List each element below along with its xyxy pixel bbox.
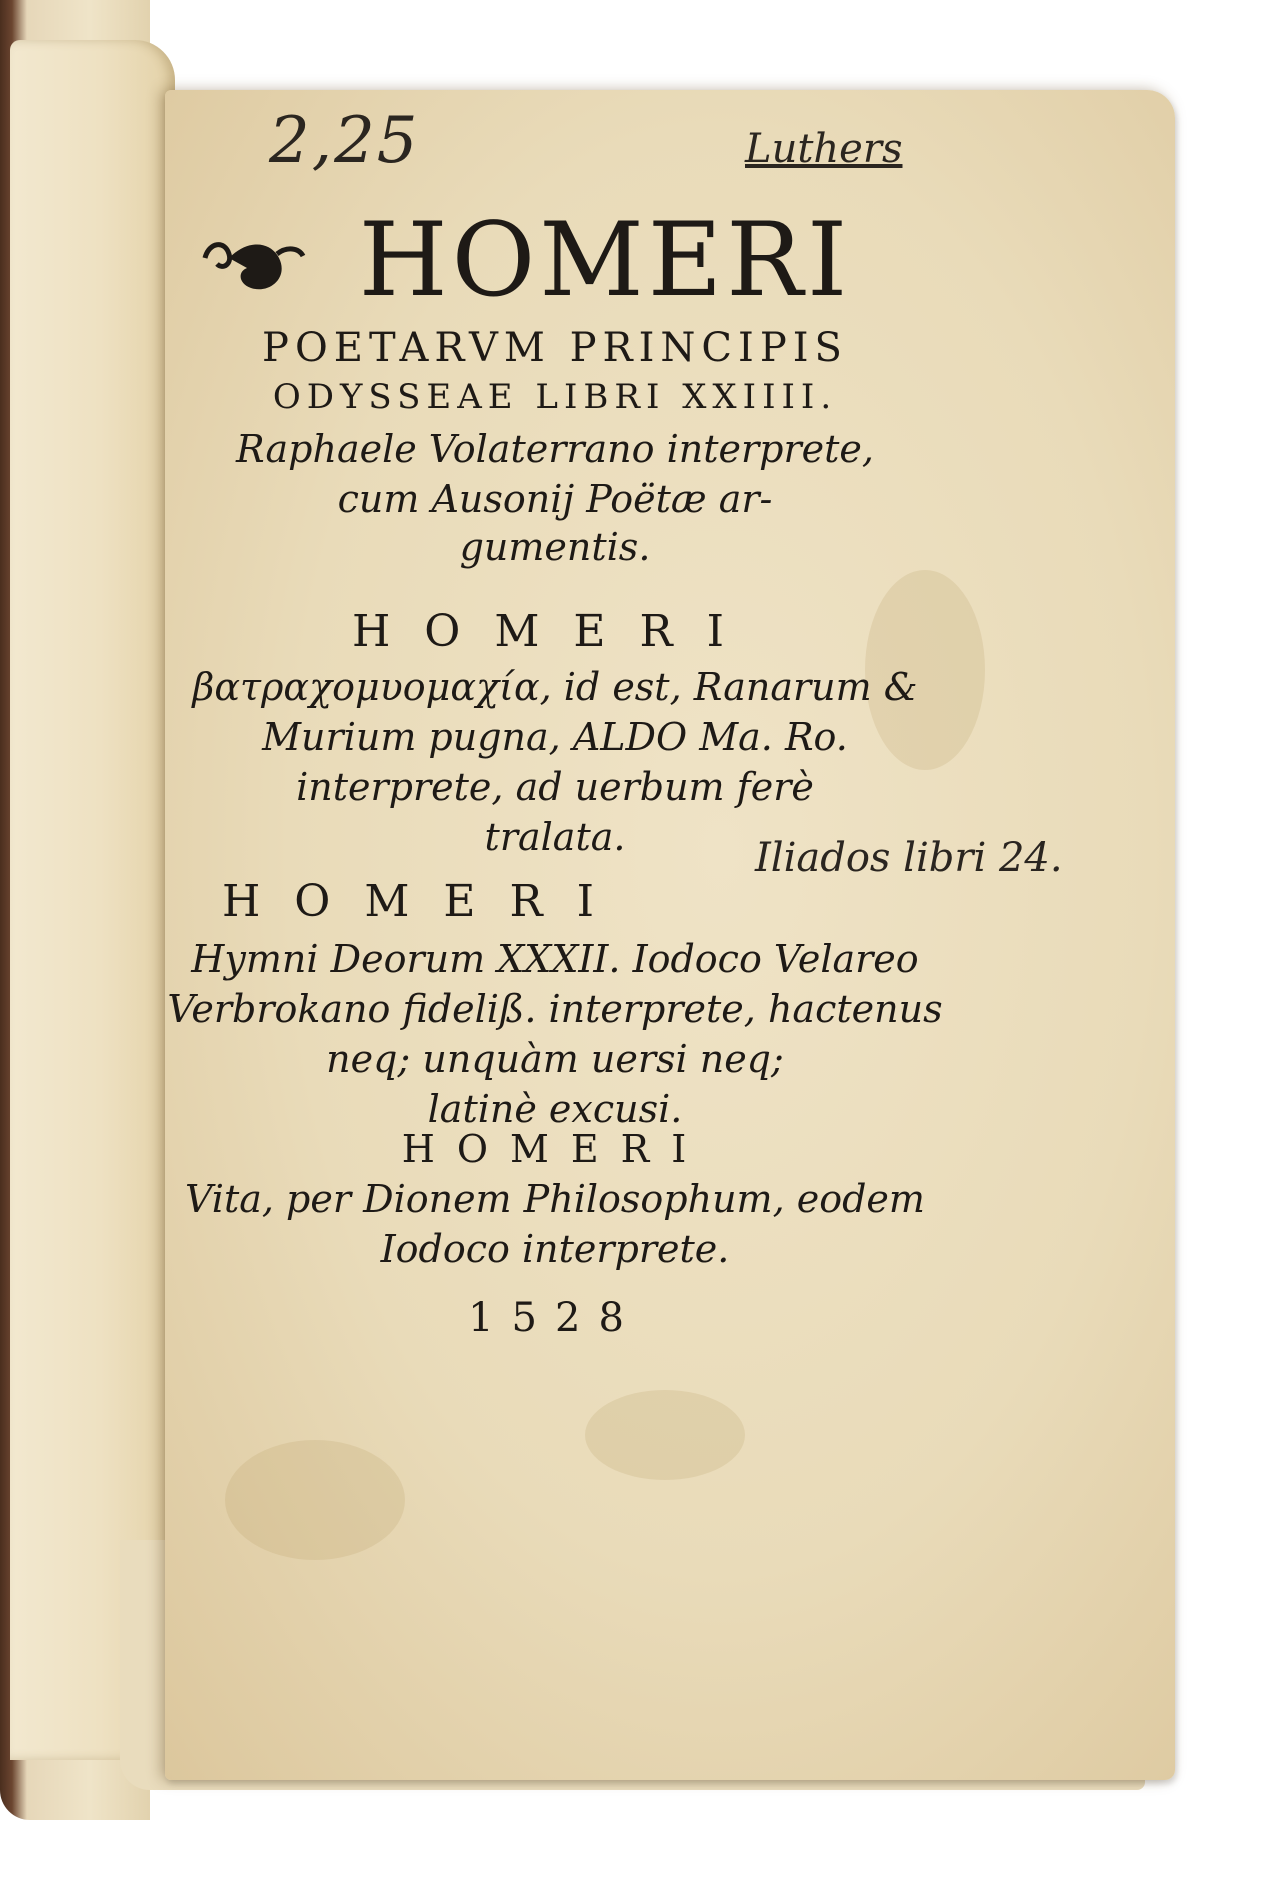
handwritten-margin-note: Iliados libri 24. (755, 835, 1063, 881)
section-heading: HOMERI (401, 1127, 709, 1171)
imprint-year: 1528 (468, 1295, 642, 1341)
section-heading: HOMERI (221, 876, 629, 927)
section-heading: HOMERI (351, 606, 759, 657)
handwritten-signature: Luthers (745, 126, 903, 172)
batrachomyomachia-line: Murium pugna, ALDO Ma. Ro. (262, 715, 848, 759)
vita-line: Iodoco interprete. (380, 1227, 730, 1271)
title-subtitle: POETARVM PRINCIPIS (262, 325, 848, 371)
hymni-line: Hymni Deorum XXXII. Iodoco Velareo (191, 937, 919, 981)
paper-stain (225, 1440, 405, 1560)
title-page (165, 90, 1175, 1780)
batrachomyomachia-line: tralata. (484, 815, 626, 859)
title-ausonius-line: cum Ausonij Poëtæ ar- (337, 477, 773, 521)
title-translator-line: Raphaele Volaterrano interprete, (236, 427, 874, 471)
paper-stain (585, 1390, 745, 1480)
hymni-line: Verbrokano fideliß. interprete, hactenus (167, 987, 943, 1031)
handwritten-price: 2,25 (269, 104, 420, 178)
vita-line: Vita, per Dionem Philosophum, eodem (185, 1177, 925, 1221)
hymni-line: latinè excusi. (427, 1087, 683, 1131)
title-argumentis-line: gumentis. (459, 525, 651, 569)
hymni-line: neq; unquàm uersi neq; (326, 1037, 784, 1081)
title-homeri: HOMERI (358, 201, 852, 320)
batrachomyomachia-line: βατραχομυομαχία, id est, Ranarum & (192, 665, 918, 709)
title-odyssey-line: ODYSSEAE LIBRI XXIIII. (272, 377, 838, 417)
batrachomyomachia-line: interprete, ad uerbum ferè (296, 765, 814, 809)
